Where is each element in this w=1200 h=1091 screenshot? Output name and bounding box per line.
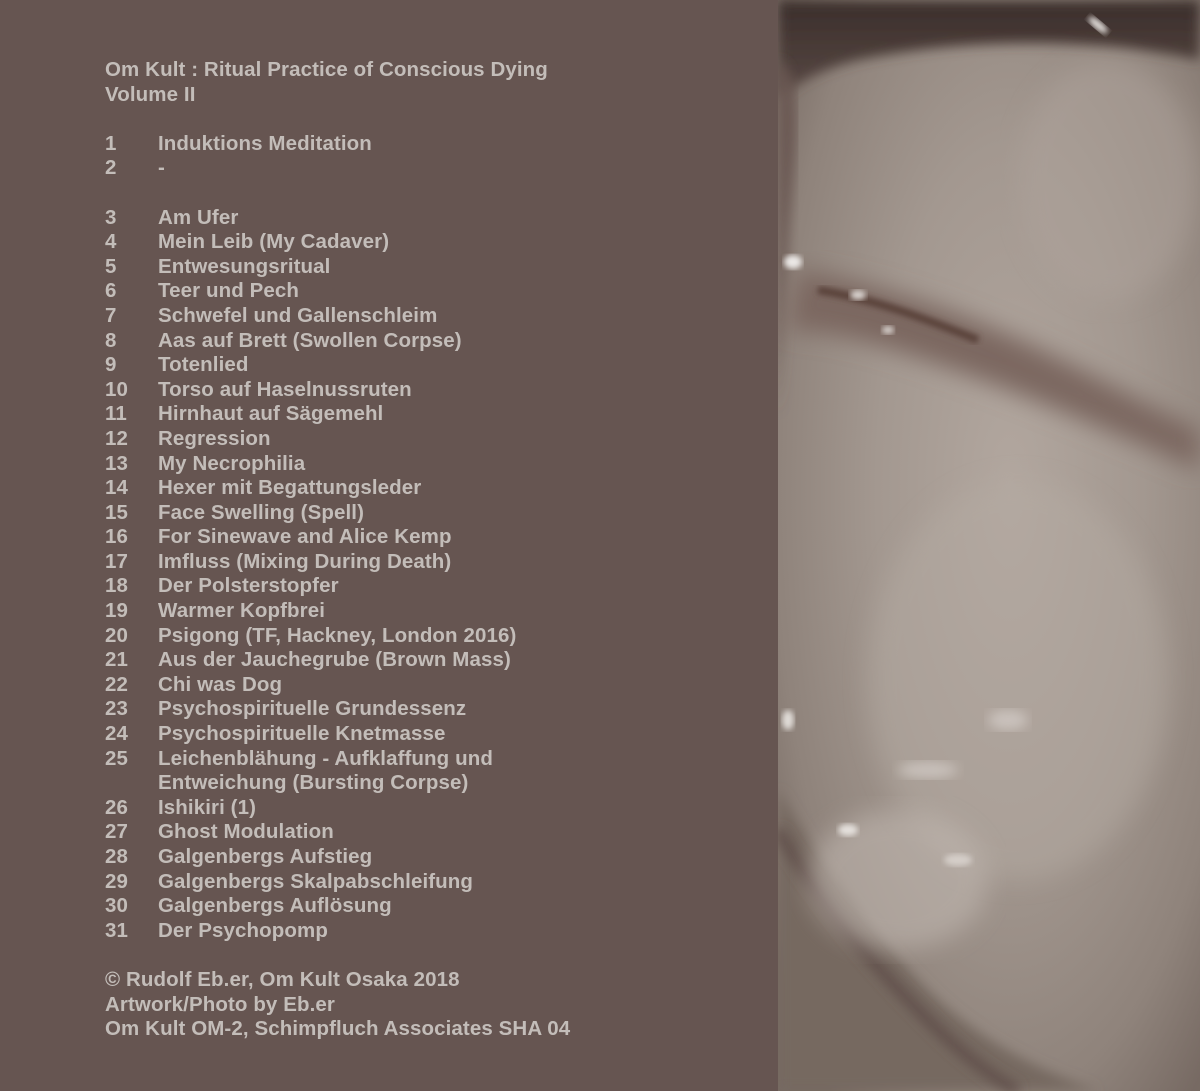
- track-row: [105, 673, 765, 698]
- track-title: Aus der Jauchegrube (Brown Mass): [158, 648, 511, 672]
- track-number: 31: [105, 918, 129, 942]
- track-title: Galgenbergs Skalpabschleifung: [158, 869, 474, 893]
- track-row: [105, 329, 765, 354]
- track-row: [105, 427, 765, 452]
- track-number: 11: [105, 402, 127, 426]
- track-number: 1: [105, 131, 117, 155]
- track-title: Schwefel und Gallenschleim: [158, 303, 438, 327]
- track-number: 9: [105, 353, 117, 377]
- track-number: 22: [105, 672, 129, 696]
- track-number: 10: [105, 377, 129, 401]
- track-row: [105, 870, 765, 895]
- track-number: 17: [105, 549, 129, 573]
- track-row: [105, 476, 765, 501]
- track-number: 5: [105, 254, 117, 278]
- album-volume: Volume II: [105, 82, 196, 106]
- track-title: For Sinewave and Alice Kemp: [158, 525, 452, 549]
- track-row: [105, 304, 765, 329]
- track-number: 15: [105, 500, 129, 524]
- track-row: [105, 722, 765, 747]
- track-row: [105, 648, 765, 673]
- track-row: [105, 378, 765, 403]
- track-number: 8: [105, 328, 117, 352]
- track-row: [105, 919, 765, 944]
- track-title: Totenlied: [158, 353, 249, 377]
- track-title: Ishikiri (1): [158, 795, 257, 819]
- track-row: [105, 624, 765, 649]
- track-row: [105, 574, 765, 599]
- track-number: 29: [105, 869, 129, 893]
- cover-photo: [778, 0, 1200, 1091]
- track-row: [105, 550, 765, 575]
- track-title: Am Ufer: [158, 205, 239, 229]
- album-title: Om Kult : Ritual Practice of Conscious Dying: [105, 58, 548, 81]
- track-row: [105, 894, 765, 919]
- track-title: My Necrophilia: [158, 451, 306, 475]
- track-title: Hirnhaut auf Sägemehl: [158, 402, 384, 426]
- track-number: 19: [105, 599, 129, 623]
- copyright-line: © Rudolf Eb.er, Om Kult Osaka 2018: [105, 967, 460, 991]
- track-number: 4: [105, 230, 117, 254]
- track-row: [105, 452, 765, 477]
- track-number: 27: [105, 820, 129, 844]
- track-row: [105, 206, 765, 231]
- track-title: Galgenbergs Aufstieg: [158, 845, 373, 868]
- track-row: [105, 501, 765, 526]
- track-title: Ghost Modulation: [158, 820, 334, 844]
- track-title: Psigong (TF, Hackney, London 2016): [158, 623, 517, 647]
- catalog-line: Om Kult OM-2, Schimpfluch Associates SHA 04: [105, 1017, 571, 1041]
- track-number: 30: [105, 894, 129, 918]
- artwork-credit: Artwork/Photo by Eb.er: [105, 992, 336, 1016]
- track-number: 24: [105, 722, 129, 746]
- track-row: [105, 697, 765, 722]
- track-title: -: [158, 156, 165, 180]
- track-title: Der Psychopomp: [158, 918, 328, 942]
- track-title: Leichenblähung - Aufklaffung und Entweichung (Bursting Corpse): [158, 746, 493, 795]
- track-row: [105, 255, 765, 280]
- track-row: [105, 132, 765, 157]
- track-title: Induktions Meditation: [158, 131, 372, 155]
- track-row: [105, 156, 765, 181]
- track-row: [105, 525, 765, 550]
- track-title: Chi was Dog: [158, 672, 283, 696]
- track-number: 13: [105, 451, 129, 475]
- track-row: [105, 747, 765, 796]
- track-title: Imfluss (Mixing During Death): [158, 549, 452, 573]
- tracklist-gap: [105, 181, 765, 206]
- track-title: Teer und Pech: [158, 279, 300, 303]
- track-number: 21: [105, 648, 129, 672]
- cover-text: [105, 58, 765, 1042]
- track-row: [105, 402, 765, 427]
- track-number: 6: [105, 279, 117, 303]
- track-row: [105, 796, 765, 821]
- track-row: [105, 845, 765, 870]
- track-number: 23: [105, 697, 129, 721]
- track-row: [105, 599, 765, 624]
- track-row: [105, 820, 765, 845]
- track-title: Torso auf Haselnussruten: [158, 377, 412, 401]
- track-number: 2: [105, 156, 117, 180]
- track-row: [105, 279, 765, 304]
- track-title: Der Polsterstopfer: [158, 574, 339, 598]
- track-number: 12: [105, 426, 129, 450]
- track-number: 3: [105, 205, 117, 229]
- track-number: 14: [105, 476, 129, 500]
- track-title: Psychospirituelle Knetmasse: [158, 722, 446, 746]
- credits: [105, 968, 765, 1042]
- track-title: Warmer Kopfbrei: [158, 599, 326, 623]
- track-title: Aas auf Brett (Swollen Corpse): [158, 328, 462, 352]
- track-title: Psychospirituelle Grundessenz: [158, 697, 467, 721]
- tracklist: [105, 132, 765, 944]
- track-number: 18: [105, 574, 129, 598]
- track-row: [105, 353, 765, 378]
- track-title: Mein Leib (My Cadaver): [158, 230, 390, 254]
- track-title: Entwesungsritual: [158, 254, 331, 278]
- track-title: Regression: [158, 426, 271, 450]
- track-title: Face Swelling (Spell): [158, 500, 365, 524]
- track-number: 7: [105, 303, 117, 327]
- track-title: Hexer mit Begattungsleder: [158, 476, 422, 500]
- track-title: Galgenbergs Auflösung: [158, 894, 392, 918]
- track-row: [105, 230, 765, 255]
- track-number: 16: [105, 525, 129, 549]
- track-number: 26: [105, 795, 129, 819]
- track-number: 25: [105, 746, 129, 770]
- track-number: 28: [105, 845, 129, 868]
- track-number: 20: [105, 623, 129, 647]
